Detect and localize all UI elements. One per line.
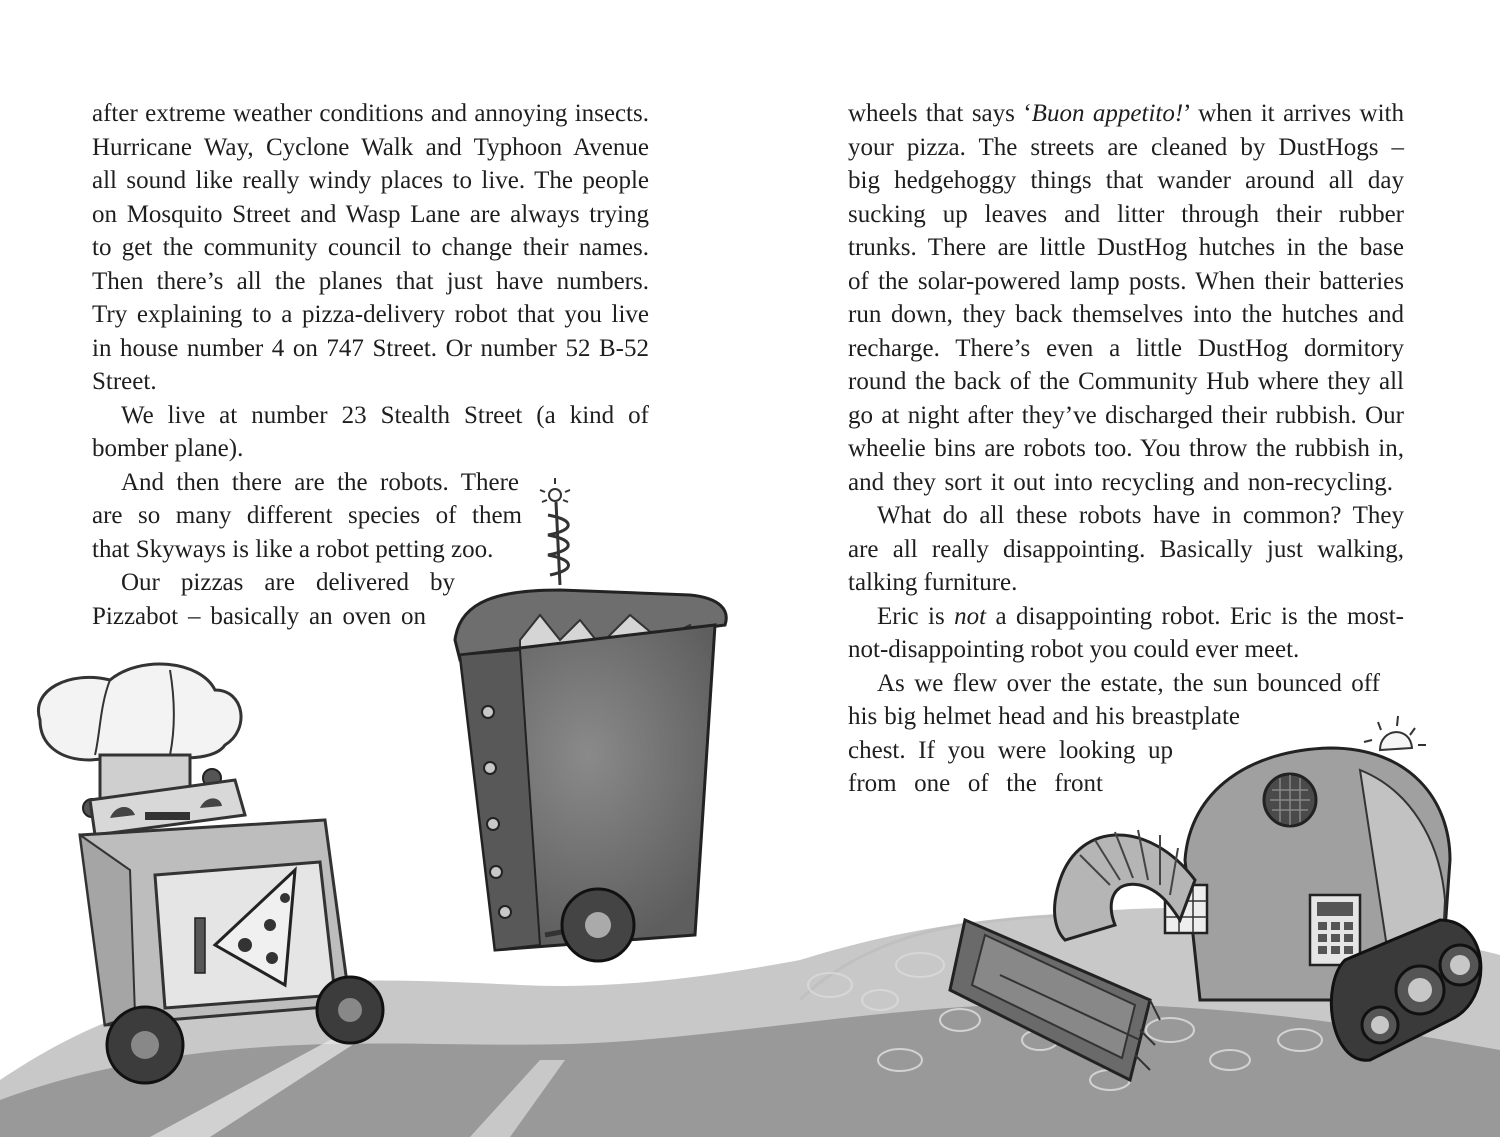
italic-phrase: Buon appetito!	[1031, 100, 1184, 127]
body-text-line: Pizzabot – basically an oven on	[92, 603, 426, 630]
paragraph-start-line: We live at number 23 Stealth Street (a kind of	[121, 402, 649, 429]
body-text-line: are all really disappointing. Basically just walking,	[848, 536, 1404, 563]
right-page	[750, 0, 1500, 1137]
paragraph-start-line: And then there are the robots. There	[121, 469, 519, 496]
body-text-line: that Skyways is like a robot petting zoo.	[92, 536, 494, 563]
body-text-line: of the solar-powered lamp posts. When their batteries	[848, 268, 1404, 295]
body-text-line: run down, they back themselves into the hutches and	[848, 301, 1404, 328]
body-text-line: Hurricane Way, Cyclone Walk and Typhoon Avenue	[92, 134, 649, 161]
body-text-line: chest. If you were looking up	[848, 737, 1173, 764]
body-text-line: to get the community council to change their names.	[92, 234, 649, 261]
body-text-line: Street.	[92, 368, 157, 395]
body-text-line: recharge. There’s even a little DustHog dormitory	[848, 335, 1404, 362]
body-text-line: your pizza. The streets are cleaned by DustHogs –	[848, 134, 1404, 161]
body-text-line: after extreme weather conditions and annoying insects.	[92, 100, 649, 127]
text-run: a disappointing robot. Eric is the most-	[986, 603, 1404, 630]
body-text-line: are so many different species of them	[92, 502, 522, 529]
body-text-line: big hedgehoggy things that wander around all day	[848, 167, 1404, 194]
body-text-line	[848, 97, 1404, 131]
body-text-line: wheelie bins are robots too. You throw the rubbish in,	[848, 435, 1404, 462]
text-run: wheels that says ‘	[848, 100, 1032, 127]
italic-word: not	[954, 603, 987, 630]
body-text-line: and they sort it out into recycling and non-recycling.	[848, 469, 1393, 496]
body-text-line: round the back of the Community Hub where they all	[848, 368, 1404, 395]
text-run: Eric is	[877, 603, 955, 630]
body-text-line: in house number 4 on 747 Street. Or number 52 B-52	[92, 335, 649, 362]
body-text-line: sucking up leaves and litter through their rubber	[848, 201, 1404, 228]
paragraph-start-line: What do all these robots have in common? They	[877, 502, 1404, 529]
text-run: ’ when it arrives with	[1183, 100, 1404, 127]
body-text-line: Then there’s all the planes that just have numbers.	[92, 268, 649, 295]
body-text-line: Try explaining to a pizza-delivery robot that you live	[92, 301, 649, 328]
body-text-line: talking furniture.	[848, 569, 1018, 596]
body-text-line: all sound like really windy places to live. The people	[92, 167, 649, 194]
body-text-line: go at night after they’ve discharged their rubbish. Our	[848, 402, 1404, 429]
body-text-line: bomber plane).	[92, 435, 244, 462]
body-text-line: not-disappointing robot you could ever meet.	[848, 636, 1300, 663]
paragraph-start-line: As we flew over the estate, the sun bounced off	[877, 670, 1380, 697]
body-text-line: on Mosquito Street and Wasp Lane are always trying	[92, 201, 649, 228]
body-text-line: from one of the front	[848, 770, 1103, 797]
paragraph-start-line: Our pizzas are delivered by	[121, 569, 455, 596]
body-text-line: his big helmet head and his breastplate	[848, 703, 1240, 730]
paragraph-start-line	[877, 600, 1404, 634]
body-text-line: trunks. There are little DustHog hutches in the base	[848, 234, 1404, 261]
